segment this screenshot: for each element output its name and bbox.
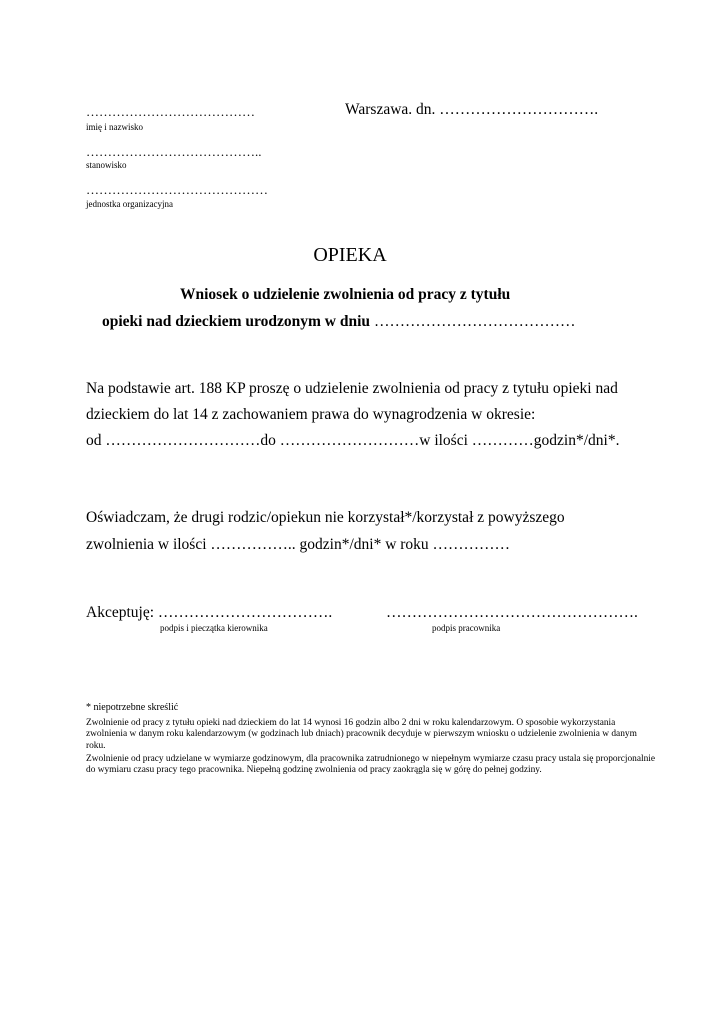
position-caption: stanowisko	[86, 160, 127, 170]
birth-date-dots: …………………………………	[374, 313, 576, 330]
footnote-paragraph-1: Zwolnienie od pracy z tytułu opieki nad dzieckiem do lat 14 wynosi 16 godzin albo 2 dni w roku kalendarzowym. O sposobie wykorzystania zwolnienia w danym roku kalendarzowym (w godzinach lub dniach) pracownik decyduje w pierwszym wniosku o udzielenie zwolnienia w danym roku.	[86, 718, 637, 751]
name-field-dots: …………………………………	[86, 104, 255, 119]
request-paragraph-line-2: dzieckiem do lat 14 z zachowaniem prawa do wynagrodzenia w okresie:	[86, 406, 536, 423]
subtitle-line-2-text: opieki nad dzieckiem urodzonym w dniu	[102, 313, 370, 330]
footnote-paragraph-2: Zwolnienie od pracy udzielane w wymiarze godzinowym, dla pracownika zatrudnionego w niepełnym wymiarze czasu pracy ustala się proporcjonalnie do wymiaru czasu pracy tego pracownika. Niepełną godzinę zwolnienia od pracy zaokrągla się w górę do pełnej godziny.	[86, 754, 656, 776]
position-field-dots: …………………………………..	[86, 144, 262, 159]
subtitle-line-1: Wniosek o udzielenie zwolnienia od pracy z tytułu	[180, 286, 511, 303]
unit-caption: jednostka organizacyjna	[86, 199, 174, 209]
accept-signature-line: Akceptuję: …………………………….	[86, 604, 333, 621]
declaration-line-1: Oświadczam, że drugi rodzic/opiekun nie korzystał*/korzystał z powyższego	[86, 509, 565, 526]
employee-signature-dots: ………………………………………….	[386, 604, 638, 621]
footnote-mark: * niepotrzebne skreślić	[86, 702, 179, 713]
employee-signature-caption: podpis pracownika	[432, 623, 501, 633]
document-title: OPIEKA	[313, 244, 387, 266]
unit-field-dots: ……………………………………	[86, 182, 268, 197]
subtitle-line-2	[102, 313, 576, 331]
manager-signature-caption: podpis i pieczątka kierownika	[160, 623, 268, 633]
request-paragraph-line-3: od …………………………do ………………………w ilości …………godzin*/dni*.	[86, 432, 620, 449]
declaration-line-2: zwolnienia w ilości …………….. godzin*/dni* w roku ……………	[86, 536, 511, 553]
request-paragraph-line-1: Na podstawie art. 188 KP proszę o udzielenie zwolnienia od pracy z tytułu opieki nad	[86, 380, 618, 397]
name-caption: imię i nazwisko	[86, 122, 143, 132]
city-date-line: Warszawa. dn. ………………………….	[345, 101, 599, 118]
